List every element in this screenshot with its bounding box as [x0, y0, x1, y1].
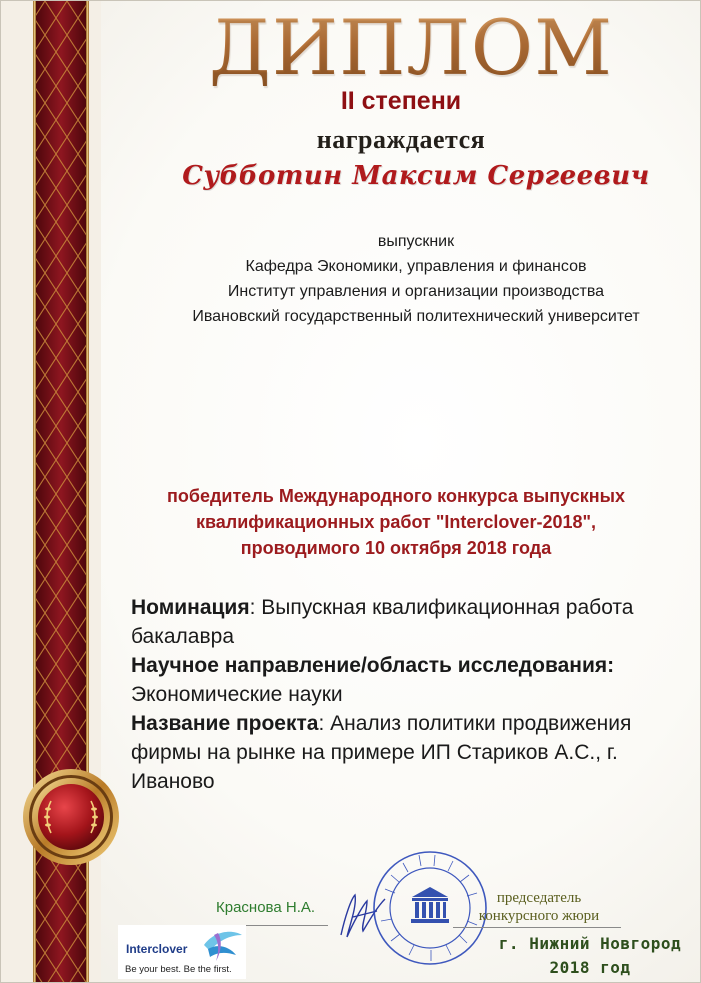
- winner-statement: [111, 483, 681, 561]
- research-field-value: Экономические науки: [131, 683, 343, 706]
- affiliation-line: выпускник: [377, 233, 455, 250]
- nomination-label: Номинация: [131, 596, 250, 619]
- research-field-label: Научное направление/область исследования:: [131, 654, 615, 677]
- affiliation-line: Кафедра Экономики, управления и финансов: [245, 258, 587, 275]
- city: г. Нижний Новгород: [498, 934, 682, 953]
- diploma-title: ДИПЛОМ: [151, 3, 671, 93]
- chair-signature-line: [453, 927, 621, 928]
- gold-seal-icon: [21, 767, 121, 867]
- nomination-value: : Выпускная квалификационная работа бакалавра: [131, 596, 634, 648]
- affiliation-line: Институт управления и организации производства: [227, 283, 605, 300]
- award-details: [131, 593, 691, 796]
- signatory-name: Краснова Н.А.: [216, 899, 316, 916]
- year: 2018 год: [549, 958, 631, 977]
- chair-title-line: конкурсного жюри: [478, 908, 600, 924]
- affiliation-block: [151, 229, 681, 329]
- winner-line: проводимого 10 октября 2018 года: [240, 538, 552, 558]
- recipient-name: Субботин Максим Сергеевич: [182, 161, 650, 191]
- chair-title-line: председатель: [496, 890, 582, 906]
- research-field: [131, 651, 691, 680]
- project-title: [131, 709, 691, 796]
- project-title-label: Название проекта: [131, 712, 319, 735]
- institution-building-icon: [411, 887, 449, 923]
- logo-tagline: Be your best. Be the first.: [125, 964, 232, 975]
- nomination: [131, 593, 691, 651]
- project-title-value: : Анализ политики продвижения фирмы на рынке на примере ИП Стариков А.С., г. Иваново: [131, 712, 632, 793]
- winner-line: квалификационных работ "Interclover-2018",: [195, 512, 597, 532]
- chair-title: [459, 889, 619, 925]
- place-and-year: [481, 932, 699, 980]
- affiliation-line: Ивановский государственный политехнический университет: [192, 308, 640, 325]
- diploma-degree: II степени: [340, 87, 462, 115]
- winner-line: победитель Международного конкурса выпускных: [167, 486, 625, 506]
- logo-name: Interclover: [126, 942, 188, 956]
- awarded-label: награждается: [316, 125, 486, 154]
